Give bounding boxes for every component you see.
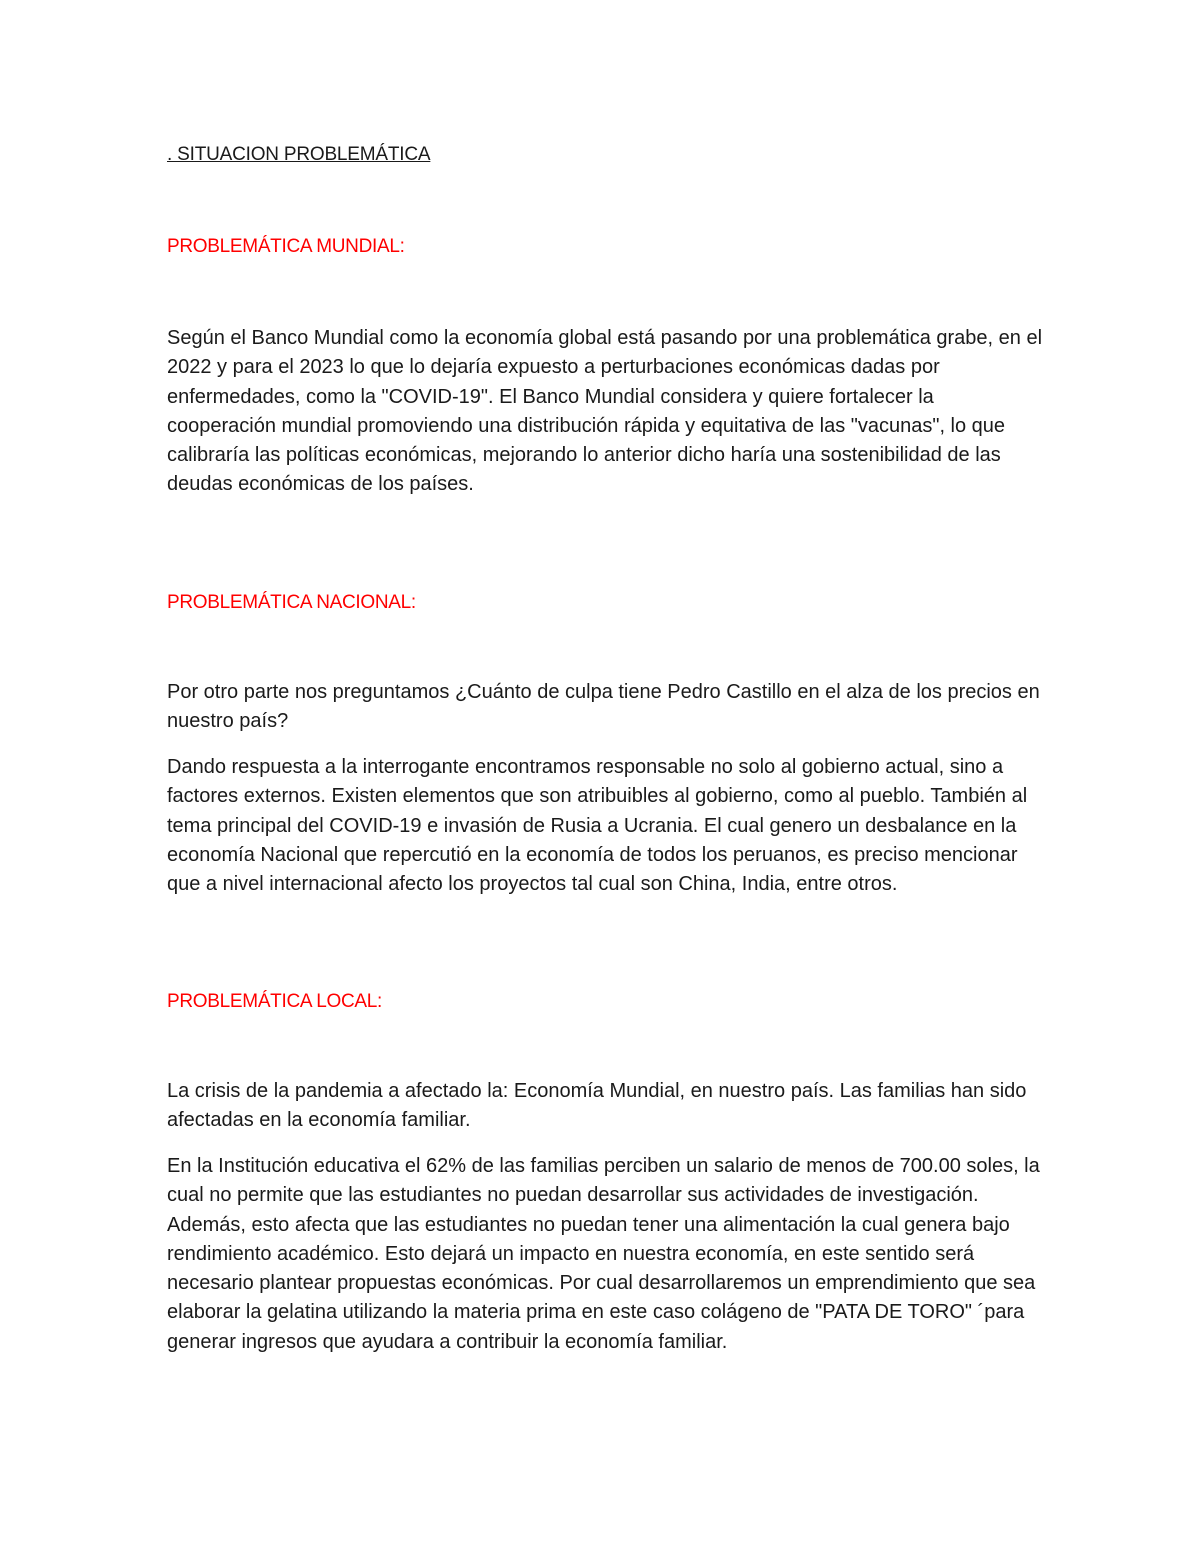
heading-problematica-nacional: PROBLEMÁTICA NACIONAL: bbox=[167, 592, 416, 613]
paragraph-local-crisis: La crisis de la pandemia a afectado la: Economía Mundial, en nuestro país. Las familias han sido afectadas en la economía familiar. bbox=[167, 1080, 1027, 1132]
heading-problematica-mundial: PROBLEMÁTICA MUNDIAL: bbox=[167, 236, 405, 257]
heading-problematica-local: PROBLEMÁTICA LOCAL: bbox=[167, 991, 382, 1012]
paragraph-nacional-question: Por otro parte nos preguntamos ¿Cuánto de culpa tiene Pedro Castillo en el alza de los precios en nuestro país? bbox=[167, 681, 1040, 733]
paragraph-local-institucion: En la Institución educativa el 62% de las familias perciben un salario de menos de 700.00 soles, la cual no permite que las estudiantes no puedan desarrollar sus actividades de investigación. Además, esto afecta que las estudiantes no puedan tener una alimentación la cual genera bajo rendimiento académico. Esto dejará un impacto en nuestra economía, en este sentido será necesario plantear propuestas económicas. Por cual desarrollaremos un emprendimiento que sea elaborar la gelatina utilizando la materia prima en este caso colágeno de "PATA DE TORO" ´para generar ingresos que ayudara a contribuir la economía familiar. bbox=[167, 1155, 1040, 1353]
paragraph-mundial: Según el Banco Mundial como la economía global está pasando por una problemática grabe, en el 2022 y para el 2023 lo que lo dejaría expuesto a perturbaciones económicas dadas por enfermedades, como la "COVID-19". El Banco Mundial considera y quiere fortalecer la cooperación mundial promoviendo una distribución rápida y equitativa de las "vacunas", lo que calibraría las políticas económicas, mejorando lo anterior dicho haría una sostenibilidad de las deudas económicas de los países. bbox=[167, 327, 1043, 496]
paragraph-nacional-answer: Dando respuesta a la interrogante encontramos responsable no solo al gobierno actual, sino a factores externos. Existen elementos que son atribuibles al gobierno, como al pueblo. También al tema principal del COVID-19 e invasión de Rusia a Ucrania. El cual genero un desbalance en la economía Nacional que repercutió en la economía de todos los peruanos, es preciso mencionar que a nivel internacional afecto los proyectos tal cual son China, India, entre otros. bbox=[167, 756, 1028, 896]
document-title: . SITUACION PROBLEMÁTICA bbox=[167, 144, 431, 165]
